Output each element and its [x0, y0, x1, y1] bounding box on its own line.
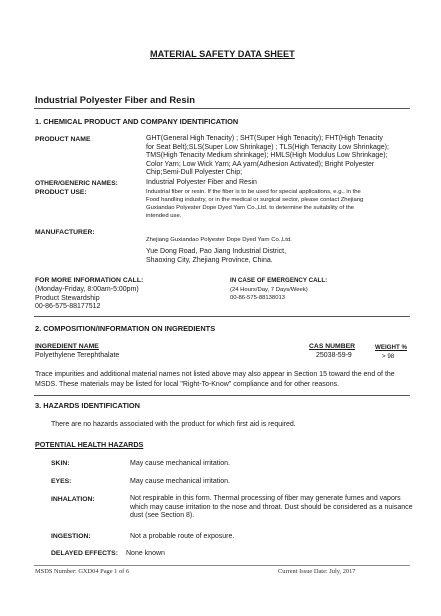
composition-note: Trace impurities and additional material names not listed above may also appear in Section 15 toward the end of the MSDS. These materials may be listed for local "Right-To-Know" compliance and for other reasons.	[35, 371, 395, 388]
product-name-line-2: for Seat Belt);SLS(Super Low Shrinkage) ; TLS(High Tenacity Low Shrinkage);	[146, 143, 389, 151]
manufacturer-label: MANUFACTURER:	[35, 229, 95, 236]
product-name-label: PRODUCT NAME	[35, 136, 91, 143]
other-names-value: Industrial Polyester Fiber and Resin	[146, 179, 257, 186]
delayed-effects-label: DELAYED EFFECTS:	[51, 550, 118, 557]
no-hazards-statement: There are no hazards associated with the product for which first aid is required.	[51, 421, 296, 428]
section-2-heading: 2. COMPOSITION/INFORMATION ON INGREDIENTS	[35, 324, 216, 333]
document-title: MATERIAL SAFETY DATA SHEET	[150, 49, 295, 59]
product-name-line-1: GHT(General High Tenacity) ; SHT(Super High Tenacity); FHT(High Tenacity	[146, 135, 383, 142]
section-2-rule	[34, 395, 410, 396]
product-use-line-2: Food handling industry, or in the medical or surgical sector, please contact Zhejiang	[146, 197, 364, 203]
delayed-effects-value: None known	[126, 550, 165, 557]
footer-msds-number: MSDS Number: GXD04 Page 1 of 6	[35, 568, 130, 575]
ingredient-name: Polyethylene Terephthalate	[35, 352, 120, 359]
info-call-phone: 00-86-575-88177512	[35, 303, 101, 310]
product-use-line-3: Guxiandao Polyester Dope Dyed Yarn Co.,Ltd. to determine the suitability of the	[146, 205, 355, 211]
product-use-line-4: intended use.	[146, 213, 182, 219]
ingredient-weight: > 98	[382, 353, 395, 360]
emergency-hours: (24 Hours/Day, 7 Days/Week)	[230, 287, 308, 293]
manufacturer-address-2: Shaoxing City, Zhejiang Province, China.	[146, 256, 273, 264]
footer-rule	[34, 565, 410, 566]
emergency-label: IN CASE OF EMERGENCY CALL:	[230, 277, 328, 284]
manufacturer-name: Zhejiang Guxiandao Polyester Dope Dyed Yarn Co.,Ltd.	[146, 237, 292, 243]
col-ingredient-name: INGREDIENT NAME	[35, 343, 99, 350]
info-call-hours: (Monday-Friday, 8:00am-5:00pm)	[35, 286, 139, 293]
other-names-label: OTHER/GENERIC NAMES:	[35, 180, 118, 187]
product-use-label: PRODUCT USE:	[35, 189, 87, 196]
eyes-label: EYES:	[51, 478, 72, 485]
info-call-label: FOR MORE INFORMATION CALL:	[35, 277, 144, 284]
footer-issue-date: Current Issue Date: July, 2017	[278, 568, 356, 575]
product-name-line-5: Chip;Semi-Dull Polyester Chip;	[146, 169, 243, 176]
section-1-heading: 1. CHEMICAL PRODUCT AND COMPANY IDENTIFICATION	[35, 117, 239, 126]
skin-label: SKIN:	[51, 460, 70, 467]
potential-health-hazards-heading: POTENTIAL HEALTH HAZARDS	[35, 440, 144, 449]
eyes-value: May cause mechanical irritation.	[130, 478, 230, 485]
product-name-line-3: TMS(High Tenacity Medium shrinkage); HMLS(High Modulus Low Shrinkage);	[146, 152, 388, 159]
emergency-phone: 00-86-575-88138013	[230, 295, 286, 301]
section-1-rule	[34, 316, 410, 317]
col-weight-percent: WEIGHT %	[375, 344, 407, 351]
inhalation-value: Not respirable in this form. Thermal processing of fiber may generate fumes and vapors which may cause irritation to the nose and throat. Dust should be considered as a nuisance dust (see Section 8).	[130, 495, 413, 520]
col-cas-number: CAS NUMBER	[309, 343, 356, 350]
document-subject: Industrial Polyester Fiber and Resin	[35, 94, 195, 105]
subject-rule	[34, 108, 410, 109]
ingestion-value: Not a probable route of exposure.	[130, 533, 235, 540]
ingredient-cas: 25038-59-9	[316, 352, 352, 359]
manufacturer-address-1: Yue Dong Road, Pao Jiang Industrial District,	[146, 248, 287, 255]
product-name-line-4: Color Yarn; Low Wick Yarn; AA yarn(Adhesion Activated); Bright Polyester	[146, 160, 375, 168]
ingestion-label: INGESTION:	[51, 533, 91, 540]
inhalation-label: INHALATION:	[51, 496, 95, 503]
info-call-dept: Product Stewardship	[35, 294, 100, 302]
skin-value: May cause mechanical irritation.	[130, 460, 230, 467]
product-use-line-1: Industrial fiber or resin. If the fiber is to be used for special applications, e.g., in the	[146, 189, 361, 195]
section-3-heading: 3. HAZARDS IDENTIFICATION	[35, 401, 140, 410]
